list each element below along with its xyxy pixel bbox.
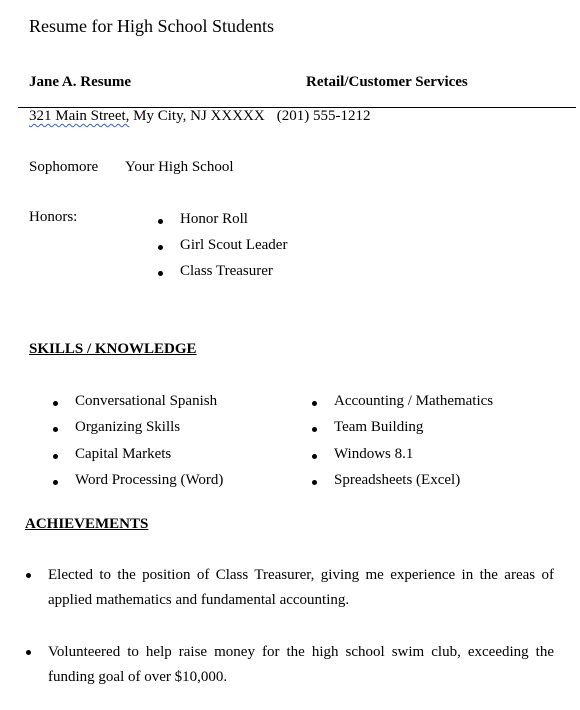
- bullet-icon: [53, 401, 58, 406]
- list-item: Team Building: [334, 419, 493, 445]
- achievement-item: Elected to the position of Class Treasurer, giving me experience in the areas of applied mathematics and fundamental accounting.: [48, 563, 554, 613]
- resume-title: Resume for High School Students: [29, 16, 274, 36]
- bullet-icon: [53, 480, 58, 485]
- list-item: Class Treasurer: [180, 263, 287, 289]
- list-item: Accounting / Mathematics: [334, 393, 493, 419]
- list-item: Girl Scout Leader: [180, 237, 287, 263]
- achievements-heading: ACHIEVEMENTS: [25, 516, 149, 532]
- candidate-name: Jane A. Resume: [29, 74, 132, 90]
- list-item: Conversational Spanish: [75, 393, 223, 419]
- target-role: Retail/Customer Services: [306, 74, 468, 90]
- bullet-icon: [53, 427, 58, 432]
- list-item: Spreadsheets (Excel): [334, 472, 493, 498]
- honors-label: Honors:: [29, 209, 78, 225]
- list-item: Organizing Skills: [75, 419, 223, 445]
- address-city: My City, NJ XXXXX: [129, 108, 265, 124]
- list-item: Honor Roll: [180, 211, 287, 237]
- bullet-icon: [158, 219, 163, 224]
- address-street: 321 Main Street,: [29, 108, 130, 124]
- bullet-icon: [53, 454, 58, 459]
- contact-line: [29, 108, 370, 125]
- bullet-icon: [312, 427, 317, 432]
- phone-number: (201) 555-1212: [276, 108, 371, 124]
- bullet-icon: [158, 271, 163, 276]
- honors-list: [180, 211, 287, 289]
- school-name: Your High School: [125, 159, 234, 175]
- bullet-icon: [312, 454, 317, 459]
- bullet-icon: [26, 650, 31, 655]
- list-item: Capital Markets: [75, 446, 223, 472]
- skills-list-right: [334, 393, 493, 498]
- list-item: Windows 8.1: [334, 446, 493, 472]
- bullet-icon: [312, 480, 317, 485]
- bullet-icon: [312, 401, 317, 406]
- achievement-item: Volunteered to help raise money for the high school swim club, exceeding the funding goal of over $10,000.: [48, 640, 554, 690]
- bullet-icon: [158, 245, 163, 250]
- grade-level: Sophomore: [29, 159, 99, 175]
- list-item: Word Processing (Word): [75, 472, 223, 498]
- skills-list-left: [75, 393, 223, 498]
- skills-heading: SKILLS / KNOWLEDGE: [29, 341, 197, 357]
- bullet-icon: [26, 573, 31, 578]
